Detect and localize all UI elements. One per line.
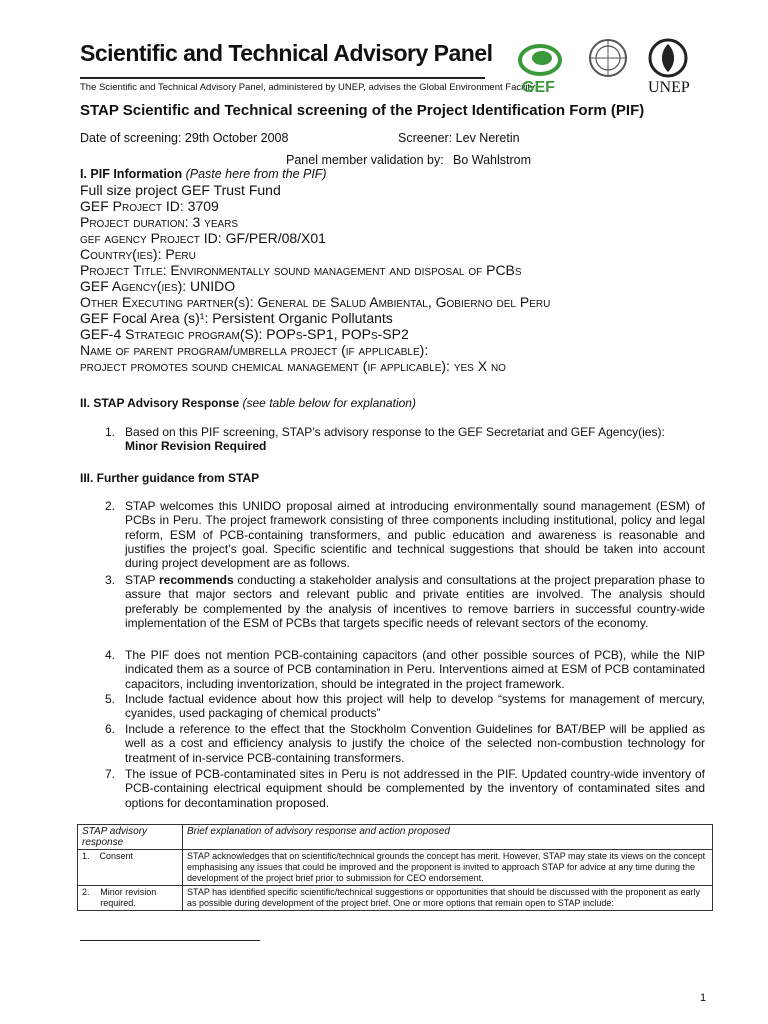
section1-note: (Paste here from the PIF)	[185, 167, 327, 181]
footnote-divider	[80, 940, 260, 941]
pif-line-5: Country(ies): Peru	[80, 246, 196, 262]
unep-logo-text: UNEP	[648, 79, 690, 96]
table-header-cell: Brief explanation of advisory response and action proposed	[183, 825, 713, 850]
table-cell: 1. Consent	[78, 850, 183, 886]
section3-heading: III. Further guidance from STAP	[80, 471, 260, 485]
page-title: Scientific and Technical Advisory Panel	[80, 40, 493, 66]
pif-line-12: project promotes sound chemical management (if applicable): yes X no	[80, 358, 506, 374]
header-subline: The Scientific and Technical Advisory Panel, administered by UNEP, advises the Global Environment Facility	[80, 82, 535, 93]
pif-line-9: GEF Focal Area (s)¹: Persistent Organic Pollutants	[80, 310, 393, 326]
advisory-response-table	[77, 824, 713, 911]
page-number: 1	[700, 992, 707, 1004]
pif-line-3: Project duration: 3 years	[80, 214, 239, 230]
section1-heading	[80, 167, 327, 181]
screening-date: Date of screening: 29th October 2008	[80, 131, 289, 145]
list-item: 4. The PIF does not mention PCB-containing capacitors (and other possible sources of PCB), while the NIP indicated them as a source of PCB contamination in Peru. Interventions aimed at ESM of PCB contaminated capacitors, including inventorization, should be integrated in the project framework.	[105, 648, 705, 691]
advisory-response-value: Minor Revision Required	[125, 439, 267, 454]
document-heading: STAP Scientific and Technical screening of the Project Identification Form (PIF)	[80, 102, 645, 119]
validation-label: Panel member validation by:	[286, 153, 444, 167]
section2-title: II. STAP Advisory Response	[80, 396, 240, 410]
list-item-text: Based on this PIF screening, STAP’s advisory response to the GEF Secretariat and GEF Agency(ies): Minor Revision Required	[125, 425, 665, 454]
title-divider	[80, 77, 485, 79]
table-header-row	[78, 825, 713, 850]
table-header-cell: STAP advisory response	[78, 825, 183, 850]
pif-line-11: Name of parent program/umbrella project (if applicable):	[80, 342, 429, 358]
pif-line-2: GEF Project ID: 3709	[80, 198, 219, 214]
list-item: 6. Include a reference to the effect that the Stockholm Convention Guidelines for BAT/BEP will be applied as well as a cost and efficiency analysis to justify the choice of the selected non-combustion technology for treatment of in-service PCB-containing transformers.	[105, 722, 705, 765]
list-item: 7. The issue of PCB-contaminated sites in Peru is not addressed in the PIF. Updated country-wide inventory of PCB-containing electrical equipment should be complemented by the inventory of contaminated sites and options for decontamination proposed.	[105, 767, 705, 810]
table-cell: 2. Minor revision required.	[78, 886, 183, 911]
table-row	[78, 886, 713, 911]
list-item: 2. STAP welcomes this UNIDO proposal aimed at introducing environmentally sound management (ESM) of PCBs in Peru. The project framework consisting of three components including institutional, policy and legal reform, ESM of PCB-containing transformers, and public education and awareness is reasonable and justifies the project’s goal. Specific scientific and technical suggestions that should be taken into account during project development are as follows.	[105, 499, 705, 571]
pif-line-7: GEF Agency(ies): UNIDO	[80, 278, 236, 294]
list-item-number: 1.	[105, 425, 116, 439]
validation-name: Bo Wahlstrom	[453, 153, 532, 167]
list-item: 3. STAP recommends conducting a stakeholder analysis and consultations at the project preparation phase to assure that major sectors and relevant public and private entities are involved. The analysis should preferably be complemented by the analysis of incentives to remove barriers in successful country-wide implementation of the ESM of PCBs that targets specific needs of relevant sectors of the economy.	[105, 573, 705, 630]
table-row	[78, 850, 713, 886]
section1-title: I. PIF Information	[80, 167, 183, 181]
list-item	[105, 425, 705, 454]
section2-heading	[80, 396, 416, 410]
pif-line-8: Other Executing partner(s): General de Salud Ambiental, Gobierno del Peru	[80, 294, 551, 310]
section2-note: (see table below for explanation)	[242, 396, 416, 410]
pif-line-6: Project Title: Environmentally sound management and disposal of PCBs	[80, 262, 522, 278]
screener: Screener: Lev Neretin	[398, 131, 520, 145]
table-cell: STAP acknowledges that on scientific/technical grounds the concept has merit. However, STAP may state its views on the concept emphasising any issues that could be improved and the proponent is invited to approach STAP for advice at any time during the development of the project brief prior to submission for CEO endorsement.	[183, 850, 713, 886]
logo-group	[512, 36, 712, 98]
pif-line-1: Full size project GEF Trust Fund	[80, 182, 281, 198]
unep-logo	[648, 40, 690, 96]
list-item: 5. Include factual evidence about how this project will help to develop “systems for management of mercury, cyanides, used packaging of chemical products”	[105, 692, 705, 721]
table-cell: STAP has identified specific scientific/technical suggestions or opportunities that should be discussed with the proponent as early as possible during development of the project brief. One or more options that remain open to STAP include:	[183, 886, 713, 911]
logos-svg	[512, 36, 712, 98]
pif-line-10: GEF-4 Strategic program(S): POPs-SP1, POPs-SP2	[80, 326, 409, 342]
gef-logo	[520, 46, 560, 96]
gef-logo-text: GEF	[522, 79, 555, 96]
un-emblem	[590, 40, 626, 76]
pif-line-4: gef agency Project ID: GF/PER/08/X01	[80, 230, 326, 246]
